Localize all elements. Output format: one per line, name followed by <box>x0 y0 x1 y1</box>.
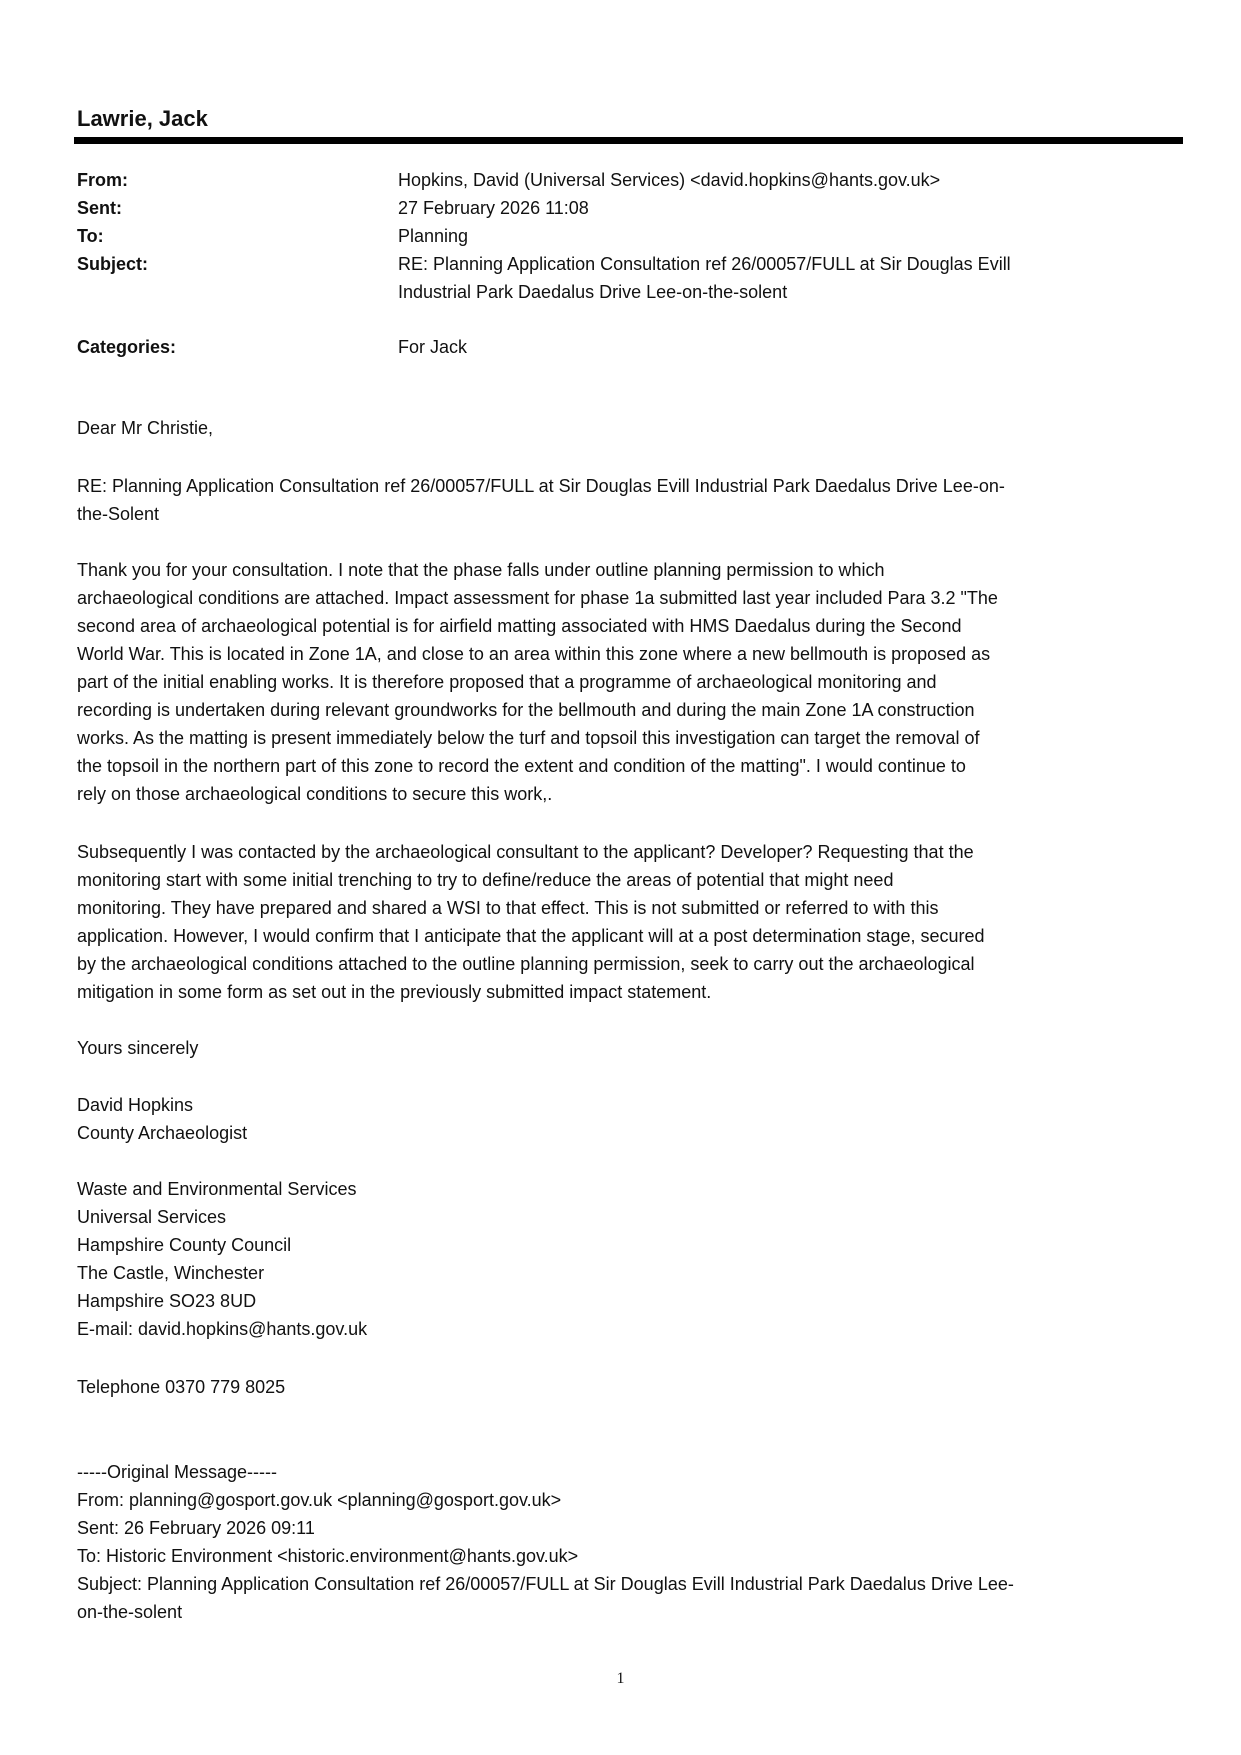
original-sent: Sent: 26 February 2026 09:11 <box>77 1518 315 1538</box>
text-line: the topsoil in the northern part of this zone to record the extent and condition of the matting". I would continue to <box>77 756 966 776</box>
email-line: E-mail: david.hopkins@hants.gov.uk <box>77 1319 368 1339</box>
text-line: monitoring. They have prepared and shared a WSI to that effect. This is not submitted or referred to with this <box>77 898 939 918</box>
address-line: Waste and Environmental Services <box>77 1179 357 1199</box>
sent-value: 27 February 2026 11:08 <box>398 198 589 218</box>
text-line: by the archaeological conditions attached to the outline planning permission, seek to carry out the archaeological <box>77 954 975 974</box>
text-line: archaeological conditions are attached. Impact assessment for phase 1a submitted last year included Para 3.2 "The <box>77 588 998 608</box>
to-value: Planning <box>398 226 469 246</box>
text-line: works. As the matting is present immediately below the turf and topsoil this investigation can target the removal of <box>77 728 980 748</box>
text-line: Subsequently I was contacted by the archaeological consultant to the applicant? Developer? Requesting that the <box>77 842 974 862</box>
paragraph-2 <box>77 838 985 1006</box>
header-rule <box>74 137 1183 144</box>
from-value: Hopkins, David (Universal Services) <david.hopkins@hants.gov.uk> <box>398 170 941 190</box>
text-line: mitigation in some form as set out in the previously submitted impact statement. <box>77 982 712 1002</box>
text-line: monitoring start with some initial trenching to try to define/reduce the areas of potential that might need <box>77 870 894 890</box>
original-subject: on-the-solent <box>77 1602 183 1622</box>
mailbox-owner-name: Lawrie, Jack <box>77 106 208 131</box>
address-line: Hampshire SO23 8UD <box>77 1291 257 1311</box>
original-subject: Subject: Planning Application Consultation ref 26/00057/FULL at Sir Douglas Evill Industrial Park Daedalus Drive Lee- <box>77 1574 1014 1594</box>
re-line <box>77 472 1005 528</box>
to-label: To: <box>77 226 104 246</box>
original-from: From: planning@gosport.gov.uk <planning@gosport.gov.uk> <box>77 1490 562 1510</box>
original-separator: -----Original Message----- <box>77 1462 278 1482</box>
greeting: Dear Mr Christie, <box>77 418 214 438</box>
subject-line: Industrial Park Daedalus Drive Lee-on-the-solent <box>398 282 788 302</box>
text-line: recording is undertaken during relevant groundworks for the bellmouth and during the main Zone 1A construction <box>77 700 975 720</box>
categories-label: Categories: <box>77 337 177 357</box>
paragraph-1 <box>77 556 998 808</box>
subject-value <box>398 250 1011 306</box>
signature <box>77 1091 247 1147</box>
closing: Yours sincerely <box>77 1038 199 1058</box>
address-line: Hampshire County Council <box>77 1235 292 1255</box>
page-number: 1 <box>616 1670 625 1687</box>
subject-line: RE: Planning Application Consultation ref 26/00057/FULL at Sir Douglas Evill <box>398 254 1011 274</box>
from-label: From: <box>77 170 128 190</box>
text-line: RE: Planning Application Consultation ref 26/00057/FULL at Sir Douglas Evill Industrial Park Daedalus Drive Lee-on- <box>77 476 1005 496</box>
text-line: part of the initial enabling works. It is therefore proposed that a programme of archaeological monitoring and <box>77 672 937 692</box>
address-block <box>77 1175 367 1343</box>
text-line: rely on those archaeological conditions to secure this work,. <box>77 784 553 804</box>
signature-name: David Hopkins <box>77 1095 194 1115</box>
text-line: second area of archaeological potential is for airfield matting associated with HMS Daedalus during the Second <box>77 616 962 636</box>
address-line: The Castle, Winchester <box>77 1263 265 1283</box>
text-line: World War. This is located in Zone 1A, and close to an area within this zone where a new bellmouth is proposed as <box>77 644 991 664</box>
address-line: Universal Services <box>77 1207 227 1227</box>
original-message <box>77 1458 1014 1626</box>
text-line: Thank you for your consultation. I note that the phase falls under outline planning permission to which <box>77 560 885 580</box>
telephone: Telephone 0370 779 8025 <box>77 1377 286 1397</box>
categories-value: For Jack <box>398 337 468 357</box>
text-line: the-Solent <box>77 504 160 524</box>
subject-label: Subject: <box>77 254 149 274</box>
sent-label: Sent: <box>77 198 122 218</box>
original-to: To: Historic Environment <historic.environment@hants.gov.uk> <box>77 1546 579 1566</box>
signature-title: County Archaeologist <box>77 1123 248 1143</box>
text-line: application. However, I would confirm that I anticipate that the applicant will at a post determination stage, secured <box>77 926 985 946</box>
